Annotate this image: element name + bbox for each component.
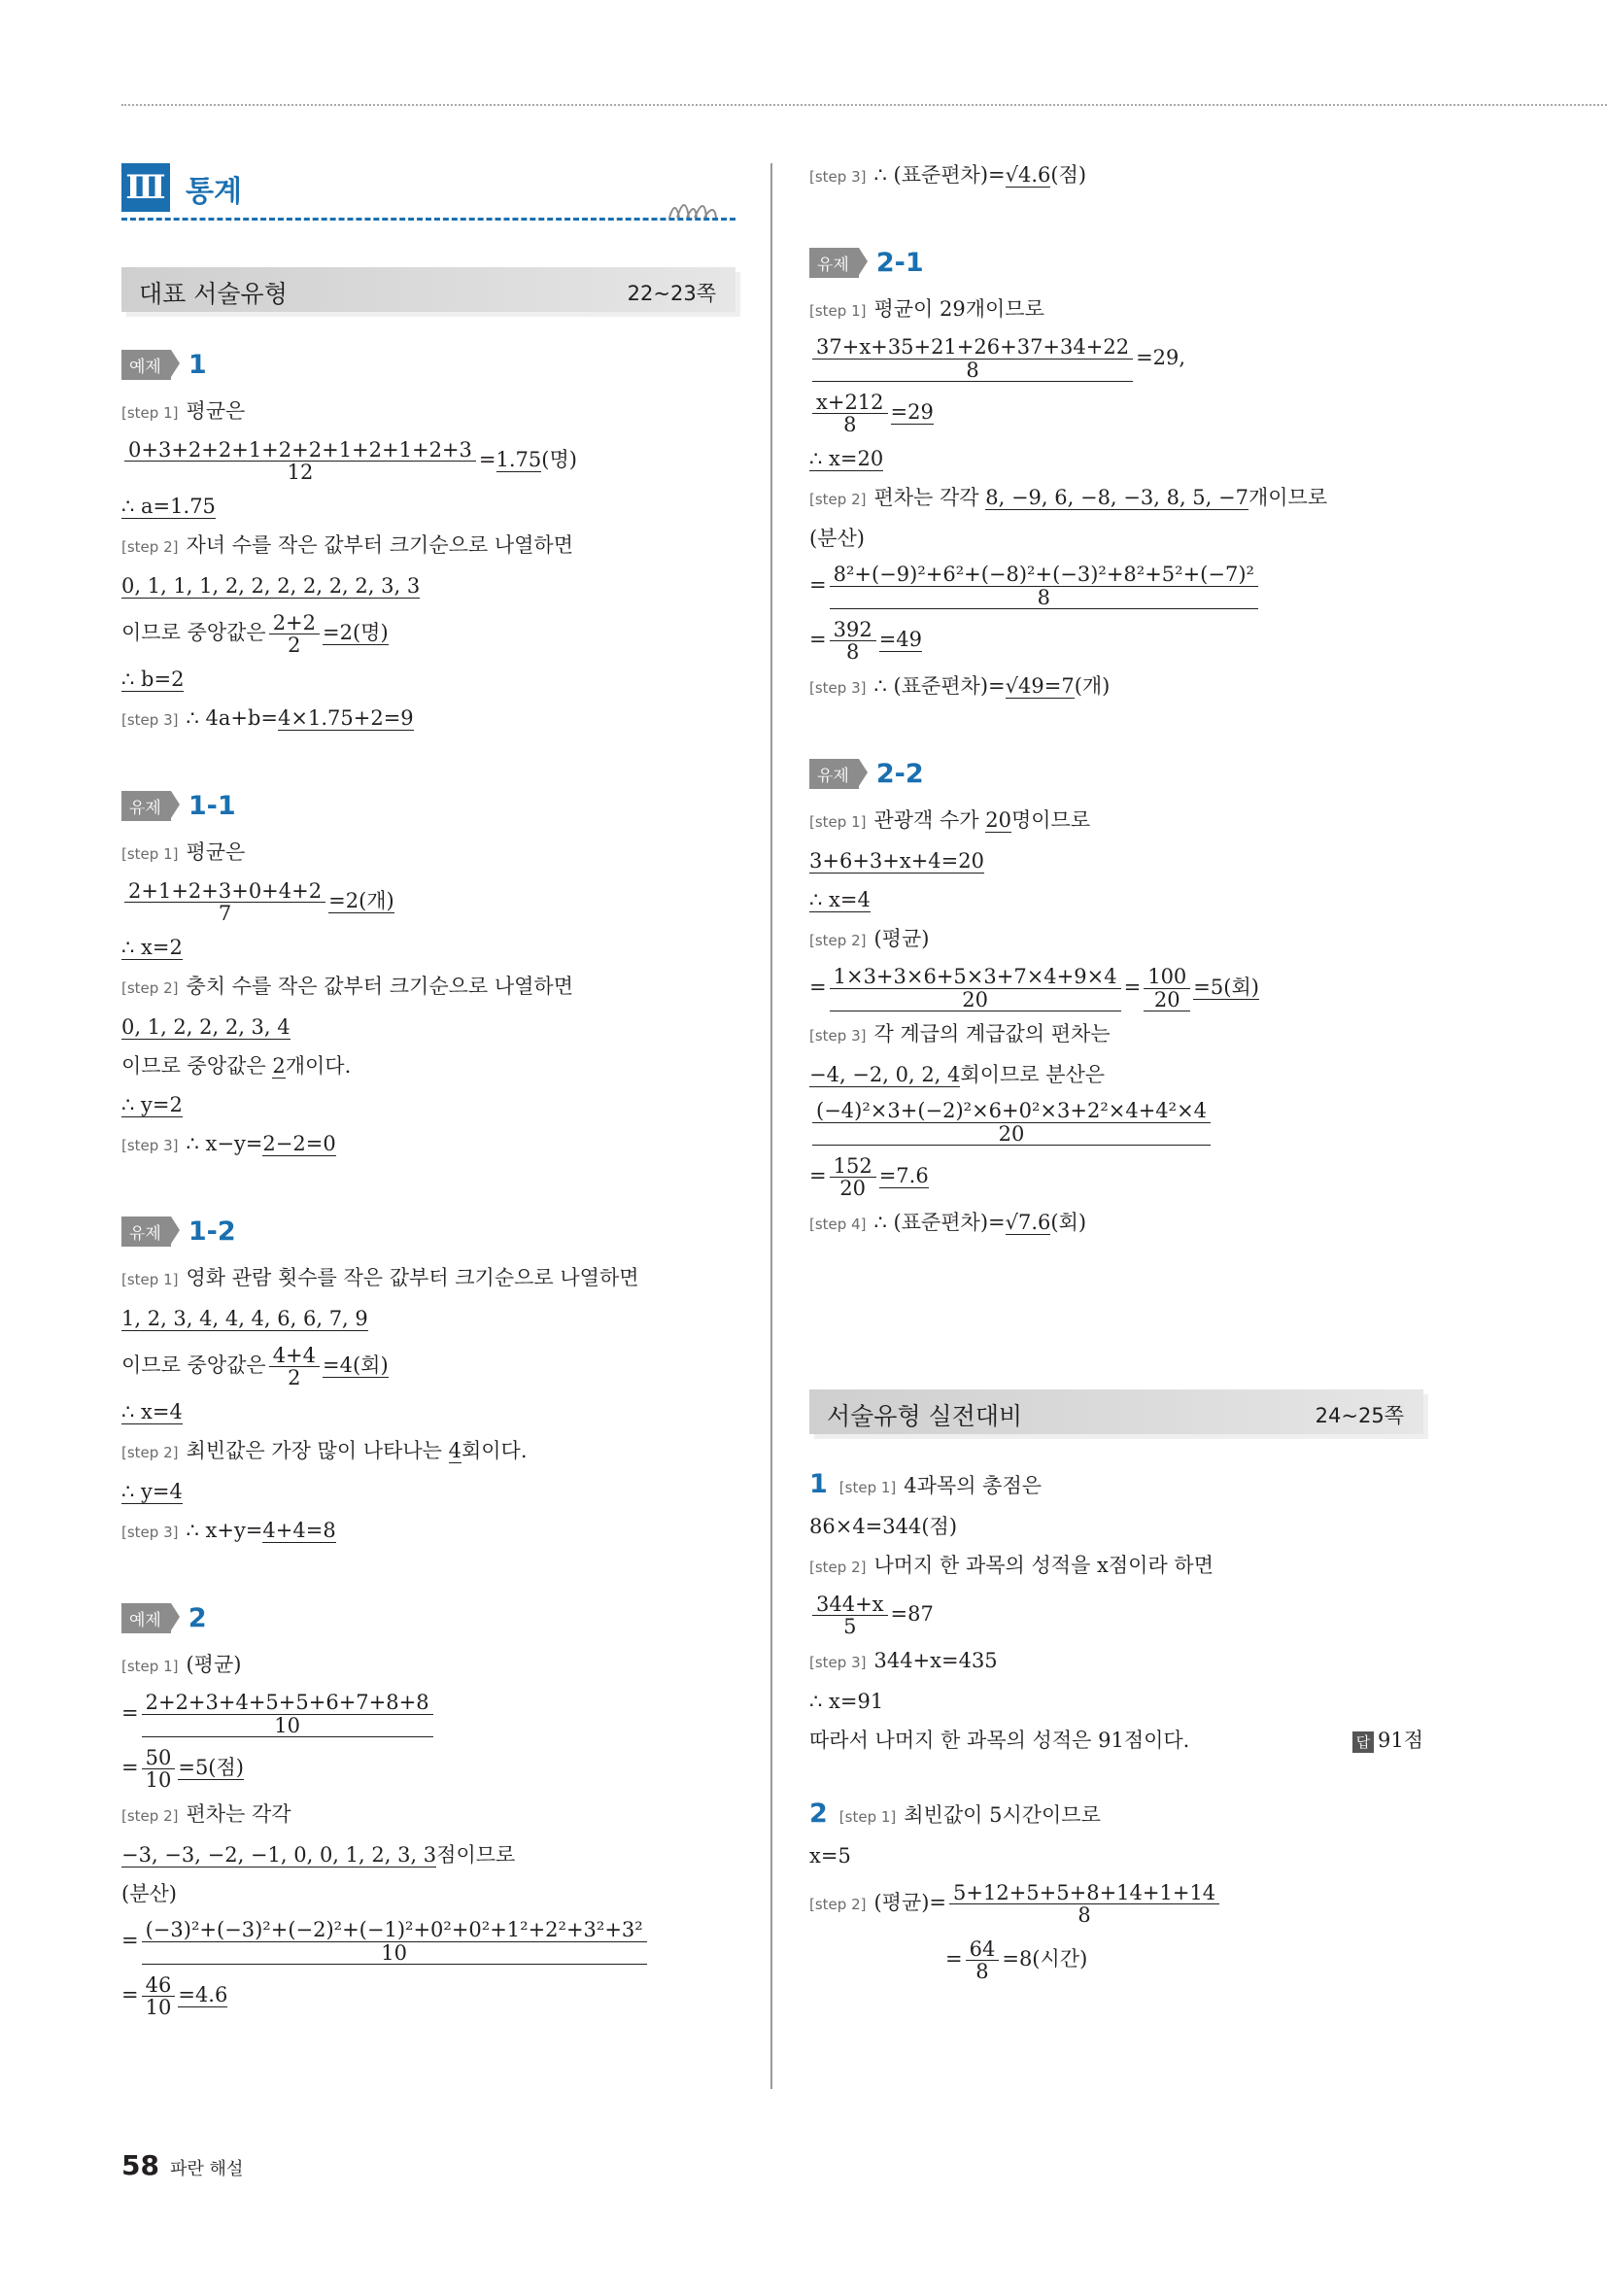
denominator: 10 [142, 1942, 647, 1965]
result: 1.75 [496, 448, 542, 471]
step-text: 344+x=435 [873, 1649, 998, 1672]
unit: (명) [541, 448, 577, 471]
result: 4×1.75+2=9 [278, 706, 414, 730]
step-line [121, 1511, 735, 1552]
banner-title: 대표 서술유형 [139, 280, 288, 308]
step-line [809, 1795, 1423, 1836]
data-list [121, 1299, 735, 1338]
ordered-list: 0, 1, 1, 1, 2, 2, 2, 2, 2, 2, 3, 3 [121, 574, 421, 598]
result: =49 [878, 628, 923, 651]
similar-tag: 유제 [121, 791, 171, 821]
median-value: 2 [272, 1054, 286, 1078]
variance-label: (분산) [809, 527, 865, 550]
numerator: (−4)²×3+(−2)²×6+0²×3+2²×4+4²×4 [812, 1100, 1211, 1122]
fraction-line [809, 1587, 1423, 1641]
denominator: 8 [975, 1960, 989, 1983]
step-line [121, 1795, 735, 1835]
step-line [809, 1465, 1423, 1507]
section-banner-practice [809, 1389, 1423, 1434]
step-label: [step 2] [809, 1559, 867, 1576]
result-line [121, 487, 735, 526]
step-label: [step 2] [121, 538, 179, 556]
equals: = [478, 448, 496, 471]
step-text: 나머지 한 과목의 성적을 x점이라 하면 [873, 1554, 1214, 1577]
step-text: 편차는 각각 [873, 486, 986, 509]
step-text: (평균) [186, 1653, 242, 1676]
result: ∴ y=2 [121, 1093, 183, 1116]
fraction-line: = $\frac{50}{10}$ =5(점) [121, 1745, 244, 1792]
result: =29 [890, 400, 934, 424]
numerator: 2+1+2+3+0+4+2 [124, 880, 325, 903]
step-label: [step 3] [121, 711, 179, 729]
step-label: [step 3] [809, 1654, 867, 1671]
step-line [121, 1124, 735, 1165]
step-line [809, 478, 1423, 519]
step-text: 평균은 [186, 399, 246, 423]
step-label: [step 4] [809, 1216, 867, 1233]
numerator: 392 [830, 619, 876, 641]
answer-value: 91점 [1377, 1729, 1423, 1752]
fraction [142, 1692, 433, 1736]
problem-heading [121, 343, 735, 386]
median-text: 이므로 중앙값은 [121, 621, 266, 644]
step-line [809, 801, 1423, 841]
result: √49=7 [1005, 674, 1075, 698]
fraction [812, 1593, 888, 1637]
chapter-title: 통계 [186, 175, 242, 209]
step-text: 충치 수를 작은 값부터 크기순으로 나열하면 [186, 975, 573, 998]
footer-text: 파란 해설 [170, 2159, 244, 2179]
step-line [121, 1258, 735, 1299]
numerator: 4+4 [269, 1345, 320, 1367]
step-label: [step 1] [838, 1479, 897, 1496]
problem-number: 2-1 [875, 247, 924, 278]
step-text: 평균은 [186, 840, 246, 864]
fraction [1144, 966, 1190, 1011]
result: ∴ b=2 [121, 668, 185, 691]
numerator: 100 [1144, 966, 1190, 988]
numerator: 50 [142, 1747, 176, 1769]
denominator: 7 [218, 902, 232, 925]
step-line [121, 833, 735, 874]
fraction [269, 612, 320, 656]
step-text: ∴ (표준편차)= [873, 1211, 1006, 1234]
step-label: [step 2] [121, 979, 179, 997]
ordered-list: 0, 1, 2, 2, 2, 3, 4 [121, 1015, 291, 1039]
step-label: [step 1] [809, 302, 867, 320]
page-footer [121, 2149, 243, 2181]
step-text: ∴ (표준편차)= [873, 674, 1006, 698]
fraction [124, 439, 476, 483]
fraction-line [121, 432, 735, 487]
equation-line [809, 841, 1423, 880]
problem-heading [121, 784, 735, 827]
spacer [809, 196, 1423, 231]
fraction [124, 880, 325, 924]
denominator: 8 [812, 360, 1133, 382]
result: ∴ y=4 [121, 1480, 183, 1503]
problem-heading [809, 241, 1423, 284]
section-banner-representative [121, 267, 735, 312]
result: =5(회) [1193, 976, 1259, 999]
result: =2(명) [323, 621, 389, 644]
denominator: 10 [142, 1715, 433, 1737]
unit: (점) [1050, 163, 1087, 187]
column-divider [770, 163, 772, 2089]
denominator: 20 [830, 989, 1121, 1011]
result: =4.6 [178, 1983, 228, 2006]
data-list [121, 1008, 735, 1046]
result-line [121, 928, 735, 967]
result-line [121, 1392, 735, 1431]
similar-tag: 유제 [809, 759, 859, 789]
equation-line: 86×4=344(점) [809, 1515, 958, 1538]
step-label: [step 1] [809, 813, 867, 831]
spacer [121, 1552, 735, 1587]
result-line [809, 439, 1423, 478]
step-line [809, 290, 1423, 330]
step-label: [step 3] [121, 1524, 179, 1541]
fraction [830, 966, 1121, 1011]
result: ∴ x=20 [809, 447, 884, 470]
result: ∴ a=1.75 [121, 495, 216, 518]
deviations: −4, −2, 0, 2, 4 [809, 1063, 961, 1086]
step-label: [step 2] [121, 1444, 179, 1461]
fraction-line: = $\frac{64}{8}$ =8(시간) [945, 1936, 1088, 1983]
denominator: 8 [830, 587, 1258, 609]
banner-title: 서술유형 실전대비 [827, 1402, 1023, 1430]
fraction [949, 1882, 1219, 1926]
fraction-line: = $\frac{\text{(−3)²+(−3)²+(−2)²+(−1)²+0²+0²+1²+2²+3²+3²}}{10}$ [121, 1913, 735, 1968]
step-label: [step 2] [809, 491, 867, 508]
problem-number: 1-1 [188, 790, 236, 821]
numerator: 5+12+5+5+8+14+1+14 [949, 1882, 1219, 1904]
step-text: ∴ 4a+b= [186, 706, 279, 730]
spacer [121, 739, 735, 774]
similar-tag: 유제 [809, 248, 859, 278]
problem-heading [121, 1210, 735, 1252]
result: √4.6 [1005, 163, 1051, 187]
result-line [121, 1472, 735, 1511]
deviations: 8, −9, 6, −8, −3, 8, 5, −7 [985, 486, 1248, 509]
count-value: 20 [985, 808, 1011, 832]
step-text: 편차는 각각 [186, 1802, 291, 1826]
fraction [142, 1747, 176, 1791]
result-line [121, 660, 735, 699]
chapter-header [121, 155, 735, 221]
numerator: 8²+(−9)²+6²+(−8)²+(−3)²+8²+5²+(−7)² [830, 564, 1258, 586]
step-line [809, 1641, 1423, 1682]
step-text: ∴ (표준편차)= [873, 163, 1006, 187]
top-dotted-rule [121, 104, 1607, 106]
step-label: [step 1] [121, 1658, 179, 1675]
result-line: ∴ x=91 [809, 1690, 884, 1713]
result: =2(개) [328, 889, 394, 912]
step-line [121, 526, 735, 566]
step-text: 평균이 29개이므로 [873, 297, 1044, 321]
step-text: ∴ x+y= [186, 1519, 263, 1542]
result: =4(회) [323, 1354, 389, 1377]
mode-value: 4 [448, 1439, 462, 1462]
result-line [809, 880, 1423, 919]
step-label: [step 1] [121, 404, 179, 422]
problem-number: 2-2 [875, 758, 924, 789]
fraction [812, 392, 888, 435]
problem-heading [121, 1596, 735, 1639]
problem-heading [809, 752, 1423, 795]
fraction-line: = $\frac{152}{20}$ =7.6 [809, 1153, 929, 1200]
step-label: [step 3] [809, 1027, 867, 1045]
problem-number: 1 [188, 349, 207, 380]
step-text: 각 계급의 계급값의 편차는 [873, 1022, 1111, 1045]
result: =8(시간) [1002, 1947, 1088, 1970]
step-suffix: 개이므로 [1248, 486, 1328, 509]
numerator: 2+2 [269, 612, 320, 634]
step-line [121, 699, 735, 739]
fraction-line [121, 874, 735, 928]
step-label: [step 1] [121, 1271, 179, 1288]
banner-pages: 24~25쪽 [1315, 1404, 1404, 1427]
numerator: 344+x [812, 1593, 888, 1616]
denominator: 2 [288, 1366, 301, 1389]
page-number: 58 [121, 2149, 159, 2181]
step-text: 최빈값은 가장 많이 나타나는 [186, 1439, 449, 1462]
problem-number: 1-2 [188, 1216, 236, 1247]
equation-line: x=5 [809, 1844, 851, 1868]
median-line [121, 605, 735, 660]
step-line [809, 1203, 1423, 1244]
median-text: 이므로 중앙값은 [121, 1354, 266, 1377]
numerator: 1×3+3×6+5×3+7×4+9×4 [830, 966, 1121, 988]
numerator: x+212 [812, 392, 888, 414]
step-line [121, 1645, 735, 1686]
step-text: 관광객 수가 [873, 808, 986, 832]
result: 4+4=8 [262, 1519, 336, 1542]
fraction-line: = $\frac{392}{8}$ =49 [809, 617, 923, 664]
conclusion-text: 따라서 나머지 한 과목의 성적은 91점이다. [809, 1729, 1190, 1752]
spacer [809, 1760, 1423, 1795]
step-line [809, 919, 1423, 960]
example-tag: 예제 [121, 350, 171, 380]
step-label: [step 3] [121, 1137, 179, 1154]
denominator: 20 [1144, 989, 1190, 1011]
step-label: [step 2] [809, 1896, 867, 1913]
step-label: [step 1] [121, 845, 179, 863]
numerator: (−3)²+(−3)²+(−2)²+(−1)²+0²+0²+1²+2²+3²+3² [142, 1919, 647, 1941]
fraction-line: = $\frac{1\times 3+3\times 6+5\times 3+7\times 4+9\times 4}{20}$ = $\frac{100}{20}$ =5(회) [809, 965, 1259, 1011]
median-line [121, 1046, 735, 1085]
fraction-line [809, 1875, 1423, 1932]
fraction-line: = $\frac{\text{8²+(−9)²+6²+(−8)²+(−3)²+8²+5²+(−7)²}}{8}$ [809, 558, 1423, 612]
step-text: 최빈값이 5시간이므로 [904, 1803, 1101, 1827]
denominator: 10 [145, 1996, 172, 2019]
numerator: 0+3+2+2+1+2+2+1+2+1+2+3 [124, 439, 476, 462]
deviations: −3, −3, −2, −1, 0, 0, 1, 2, 3, 3 [121, 1843, 437, 1867]
result: ∴ x=4 [809, 888, 871, 911]
numerator: 46 [142, 1974, 176, 1997]
problem-number: 2 [809, 1799, 828, 1829]
denominator: 8 [1077, 1903, 1091, 1927]
denominator: 2 [288, 634, 301, 657]
deviation-suffix: 회이므로 분산은 [960, 1063, 1106, 1086]
result-line [121, 1085, 735, 1124]
fraction-line [809, 330, 1423, 385]
right-column [809, 155, 1423, 1986]
deviation-list [121, 1835, 735, 1874]
step-label: [step 1] [838, 1808, 897, 1826]
denominator: 20 [812, 1123, 1211, 1146]
fraction-line [809, 385, 1423, 439]
step-label: [step 3] [809, 679, 867, 697]
banner-pages: 22~23쪽 [627, 282, 716, 305]
step-text: ∴ x−y= [186, 1132, 263, 1155]
unit: (회) [1050, 1211, 1087, 1234]
ordered-list: 1, 2, 3, 4, 4, 4, 6, 6, 7, 9 [121, 1307, 368, 1330]
fraction [142, 1974, 176, 2018]
spacer [809, 1244, 1423, 1389]
numerator: 37+x+35+21+26+37+34+22 [812, 336, 1133, 359]
denominator: 10 [145, 1768, 172, 1792]
step-label: [step 2] [121, 1807, 179, 1825]
fraction [812, 1100, 1211, 1145]
left-column [121, 155, 735, 2022]
step-label: [step 2] [809, 932, 867, 949]
step-line [809, 667, 1423, 707]
step-text: (평균) [873, 927, 930, 950]
fraction-line: = $\frac{46}{10}$ =4.6 [121, 1972, 228, 2019]
unit: (개) [1074, 674, 1111, 698]
fraction [142, 1919, 647, 1964]
step-text: 영화 관람 횟수를 작은 값부터 크기순으로 나열하면 [186, 1266, 639, 1289]
answer [1352, 1721, 1423, 1760]
result: √7.6 [1005, 1211, 1051, 1234]
fraction [966, 1938, 1000, 1982]
step-suffix: 회이다. [461, 1439, 528, 1462]
fraction [830, 619, 876, 663]
equation: 3+6+3+x+4=20 [809, 849, 984, 873]
fraction-line: = $\frac{2+2+3+4+5+5+6+7+8+8}{10}$ [121, 1686, 735, 1740]
step-line [121, 392, 735, 432]
fraction [830, 1155, 876, 1199]
result: =87 [890, 1602, 934, 1626]
step-text: (평균)= [873, 1891, 947, 1914]
median-suffix: 개이다. [285, 1054, 352, 1078]
denominator: 20 [839, 1177, 867, 1200]
step-line [809, 1014, 1423, 1055]
result: ∴ x=4 [121, 1400, 183, 1423]
result: =7.6 [878, 1164, 929, 1187]
problem-number: 1 [809, 1469, 828, 1499]
step-line [121, 1431, 735, 1472]
conclusion-line [809, 1721, 1423, 1760]
grass-decoration-icon [666, 190, 728, 218]
fraction [269, 1345, 320, 1388]
denominator: 12 [287, 461, 314, 484]
fraction-line [809, 1094, 1423, 1148]
numerator: 2+2+3+4+5+5+6+7+8+8 [142, 1692, 433, 1714]
result: =29, [1136, 346, 1186, 369]
example-tag: 예제 [121, 1603, 171, 1633]
step-text: 자녀 수를 작은 값부터 크기순으로 나열하면 [186, 533, 573, 557]
result: =5(점) [178, 1756, 244, 1779]
step-line [809, 155, 1423, 196]
similar-tag: 유제 [121, 1217, 171, 1247]
step-text: 4과목의 총점은 [904, 1474, 1043, 1497]
answer-badge: 답 [1352, 1731, 1374, 1753]
median-line [121, 1338, 735, 1392]
deviation-list [809, 1055, 1423, 1094]
fraction [830, 564, 1258, 608]
step-line [121, 967, 735, 1008]
median-text: 이므로 중앙값은 [121, 1054, 273, 1078]
numerator: 152 [830, 1155, 876, 1178]
problem-number: 2 [188, 1602, 207, 1633]
denominator: 8 [843, 413, 857, 436]
fraction [812, 336, 1133, 381]
deviation-suffix: 점이므로 [436, 1843, 516, 1867]
spacer [809, 707, 1423, 742]
step-label: [step 3] [809, 168, 867, 186]
chapter-numeral: Ⅲ [121, 163, 170, 212]
step-suffix: 명이므로 [1010, 808, 1091, 832]
spacer [121, 1165, 735, 1200]
denominator: 5 [843, 1615, 857, 1638]
data-list [121, 566, 735, 605]
numerator: 64 [966, 1938, 1000, 1961]
step-line [809, 1546, 1423, 1587]
result: ∴ x=2 [121, 936, 183, 959]
denominator: 8 [845, 640, 860, 664]
variance-label: (분산) [121, 1882, 177, 1905]
result: 2−2=0 [262, 1132, 336, 1155]
